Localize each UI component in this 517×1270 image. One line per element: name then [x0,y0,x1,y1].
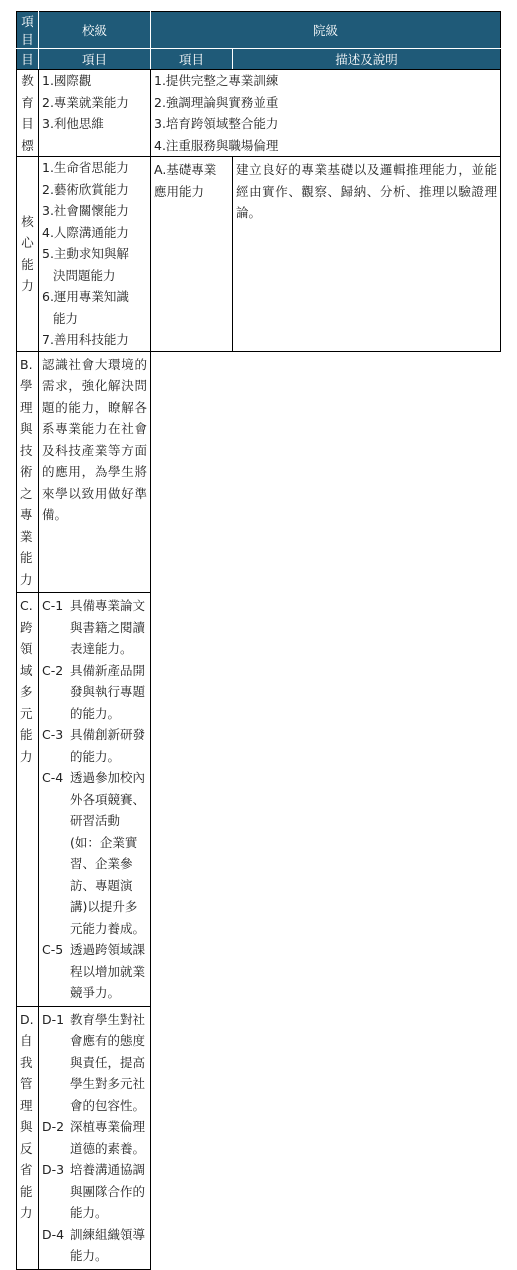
core-ability-school-item: 4.人際溝通能力 [42,224,129,240]
edu-goal-dept-item: 1.提供完整之專業訓練 [154,73,279,88]
curriculum-table [16,11,501,1270]
core-ability-school-item: 決問題能力 [53,267,116,283]
core-group-title-line: 力 [20,1205,33,1220]
core-group-item-code: D-4 [42,1226,65,1242]
core-group-item [42,660,147,725]
core-ability-label [17,157,39,352]
core-group-item [42,1116,147,1159]
edu-goal-school-item: 3.利他思維 [42,116,104,131]
core-group-item [42,595,147,660]
core-group-item-text: 具備專業論文與書籍之閱讀表達能力。 [70,598,146,656]
edu-goal-school-item: 2.專業就業能力 [42,94,129,110]
core-ability-school-item: 2.藝術欣賞能力 [42,181,129,197]
core-group-title-line: 與反省能 [20,1119,33,1199]
core-group-item-text: 培養溝通協調與團隊合作的能力。 [70,1162,146,1220]
edu-goal-dept-item: 3.培育跨領域整合能力 [154,116,279,131]
edu-goal-dept-item: 4.注重服務與職場倫理 [154,137,279,153]
core-group-detail [39,1006,151,1269]
core-ability-label-char: 心 [21,235,34,251]
core-group-title-line: 應用能力 [154,183,205,199]
core-ability-school-item: 3.社會關懷能力 [42,203,129,218]
core-group-title [17,351,39,593]
core-group-item [42,767,147,939]
core-group-item-code: D-1 [42,1011,65,1027]
core-ability-school-item: 5.主動求知與解 [42,246,129,261]
core-ability-school-item: 1.生命省思能力 [42,160,129,175]
core-group-item [42,1009,147,1117]
core-group-detail [233,157,501,352]
core-ability-label-char: 能 [21,256,34,272]
core-group-item-code: D-3 [42,1162,65,1177]
header-school-item: 項目 [39,49,151,70]
core-group-item-text: 具備創新研發的能力。 [70,727,146,764]
core-group-title-line: 能力 [20,550,33,587]
core-group-title-line: 術之專業 [20,464,33,544]
edu-goal-school-item: 1.國際觀 [42,73,92,88]
core-ability-label-char: 力 [21,278,34,294]
edu-goal-label-char: 目 [21,116,34,131]
core-group-item-code: C-5 [42,942,64,957]
core-group-detail [39,351,151,593]
core-ability-school-item: 能力 [53,310,79,326]
header-item: 項目 [17,12,39,49]
core-group-title [17,1006,39,1269]
edu-goal-label-char: 育 [21,94,34,110]
edu-goal-label [17,70,39,157]
core-ability-school-item: 7.善用科技能力 [42,332,129,347]
core-ability-school-item: 6.運用專業知識 [42,289,129,304]
core-group-item-code: D-2 [42,1119,65,1134]
header-school: 校級 [39,12,151,49]
core-group-description: 認識社會大環境的需求，強化解決問題的能力，瞭解各系專業能力在社會及科技產業等方面的應用，為學生將來學以致用做好準備。 [42,356,147,522]
core-group-title-line: C.跨領域多 [20,598,33,699]
core-group-item-code: C-2 [42,662,64,678]
core-ability-label-char: 核 [21,213,34,229]
core-group-item-text: 透過參加校內外各項競賽、研習活動(如：企業實習、企業參訪、專題演講)以提升多元能力養成。 [70,770,146,936]
core-group-item [42,1224,147,1267]
header-dept-item: 項目 [151,49,233,70]
core-group-item-text: 深植專業倫理道德的素養。 [70,1119,146,1156]
core-group-item [42,939,147,1004]
core-group-item-text: 教育學生對社會應有的態度與責任，提高學生對多元社會的包容性。 [70,1011,146,1113]
core-group-item-text: 透過跨領域課程以增加就業競爭力。 [70,942,146,1000]
edu-goal-school-items [39,70,151,157]
core-group-title [17,593,39,1007]
core-group-title-line: D.自我管理 [20,1011,34,1113]
header-item-sub: 目 [17,49,39,70]
core-group-description: 建立良好的專業基礎以及邏輯推理能力，並能經由實作、觀察、歸納、分析、推理以驗證理論。 [236,162,498,220]
edu-goal-dept-item: 2.強調理論與實務並重 [154,94,279,110]
core-group-item-code: C-4 [42,770,64,785]
core-ability-school-items [39,157,151,352]
core-group-title-line: B.學理與技 [20,356,33,458]
edu-goal-label-char: 教 [21,73,34,88]
edu-goal-label-char: 標 [21,137,34,153]
header-dept: 院級 [151,12,501,49]
core-group-item-text: 訓練組織領導能力。 [70,1226,146,1263]
core-group-title-line: 元能力 [20,705,33,764]
header-dept-desc: 描述及說明 [233,49,501,70]
core-group-title [151,157,233,352]
core-group-item-code: C-3 [42,727,64,742]
edu-goal-dept-items [151,70,501,157]
core-group-title-line: A.基礎專業 [154,162,217,177]
core-group-item [42,724,147,767]
core-group-detail [39,593,151,1007]
core-group-item [42,1159,147,1224]
core-group-item-text: 具備新產品開發與執行專題的能力。 [70,662,146,721]
core-group-item-code: C-1 [42,598,64,613]
